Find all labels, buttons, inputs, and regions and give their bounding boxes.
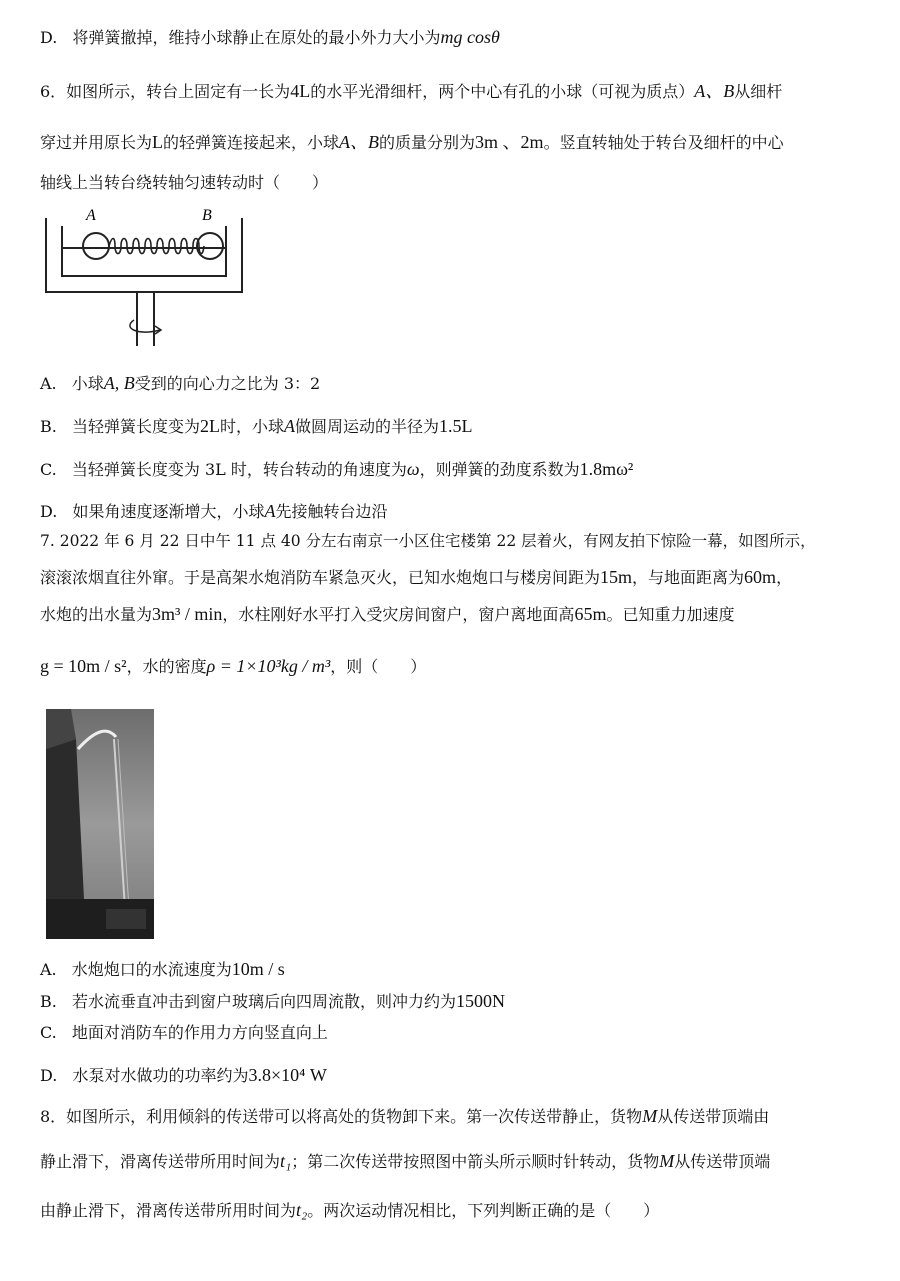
text: 穿过并用原长为 — [40, 133, 153, 152]
math: 2L — [199, 416, 220, 436]
ball-b — [197, 233, 223, 259]
math: 3.8×10⁴ W — [248, 1065, 327, 1085]
q6-option-a — [40, 372, 320, 395]
text: 的质量分别为 — [379, 133, 476, 152]
text: 。竖直转轴处于转台及细杆的中心 — [543, 133, 784, 152]
q6-stem-line-1 — [40, 80, 782, 103]
option-label: C. — [40, 1023, 57, 1042]
math: 1.5L — [438, 416, 473, 436]
text: 由静止滑下，滑离传送带所用时间为 — [40, 1201, 297, 1220]
text: ，与地面距离为 — [632, 568, 745, 587]
text: 小球 — [71, 374, 104, 393]
q8-stem-line-2 — [40, 1150, 770, 1173]
q7-option-d — [40, 1064, 327, 1087]
math: 1500N — [455, 991, 505, 1011]
q7-stem-line-4 — [40, 655, 426, 678]
text: 从传送带顶端 — [674, 1152, 771, 1171]
math: M — [659, 1151, 675, 1171]
text: 的水平光滑细杆，两个中心有孔的小球（可视为质点） — [310, 82, 695, 101]
turntable-figure — [42, 206, 252, 352]
text: 受到的向心力之比为 3：2 — [134, 374, 321, 393]
math: A — [283, 416, 295, 436]
label-a: A — [86, 207, 96, 224]
text: ，水柱刚好水平打入受灾房间窗户，窗户离地面高 — [222, 605, 575, 624]
text: 轴线上当转台绕转轴匀速转动时（ ） — [40, 173, 329, 192]
math: M — [642, 1106, 658, 1126]
math: 4L — [290, 81, 311, 101]
math: ω — [406, 459, 420, 479]
text: 。两次运动情况相比，下列判断正确的是（ ） — [307, 1201, 660, 1220]
text: ，水的密度 — [126, 657, 207, 676]
q7-stem-line-1: 7. 2022 年 6 月 22 日中午 11 点 40 分左右南京一小区住宅楼第 22 层着火，有网友拍下惊险一幕，如图所示， — [40, 532, 816, 550]
q7-stem-line-2 — [40, 566, 792, 589]
option-label: B. — [40, 417, 57, 436]
label-b: B — [202, 207, 212, 224]
formula: mg cosθ — [440, 27, 500, 47]
q6-option-b — [40, 415, 472, 438]
option-label: D. — [40, 502, 58, 521]
fire-truck-photo — [46, 709, 154, 939]
math: 15m — [600, 567, 633, 587]
text: 先接触转台边沿 — [275, 502, 388, 521]
text: ，则（ ） — [330, 657, 427, 676]
text: 地面对消防车的作用力方向竖直向上 — [71, 1023, 328, 1042]
text: 如果角速度逐渐增大，小球 — [72, 502, 265, 521]
math: A、B — [694, 81, 735, 101]
math: A、B — [339, 132, 380, 152]
text: 的轻弹簧连接起来，小球 — [163, 133, 340, 152]
math: 1.8mω² — [579, 459, 634, 479]
q6-option-d — [40, 500, 387, 523]
text: ；第二次传送带按照图中箭头所示顺时针转动，货物 — [291, 1152, 660, 1171]
q7-option-c — [40, 1022, 328, 1044]
q7-stem-line-3 — [40, 603, 734, 626]
text: 做圆周运动的半径为 — [294, 417, 439, 436]
q6-stem-line-3 — [40, 172, 328, 194]
text: 从传送带顶端由 — [657, 1107, 770, 1126]
option-label: C. — [40, 460, 57, 479]
option-label: B. — [40, 992, 57, 1011]
text: 水炮的出水量为 — [40, 605, 153, 624]
text: 当轻弹簧长度变为 3L 时，转台转动的角速度为 — [71, 460, 407, 479]
q8-stem-line-1 — [40, 1105, 769, 1128]
option-text: 将弹簧撤掉，维持小球静止在原处的最小外力大小为 — [72, 28, 441, 47]
option-label: A. — [40, 960, 57, 979]
q5-option-d — [40, 26, 500, 49]
text: 若水流垂直冲击到窗户玻璃后向四周流散，则冲力约为 — [71, 992, 456, 1011]
text: 水炮炮口的水流速度为 — [71, 960, 232, 979]
text: 8．如图所示，利用倾斜的传送带可以将高处的货物卸下来。第一次传送带静止，货物 — [40, 1107, 643, 1126]
option-label: D. — [40, 1066, 58, 1085]
shaft — [137, 292, 154, 346]
math: 60m — [744, 567, 777, 587]
option-label: D. — [40, 28, 58, 47]
math: ρ = 1×10³kg / m³ — [206, 656, 331, 676]
math: A — [264, 501, 276, 521]
q6-stem-line-2 — [40, 131, 784, 154]
text: ， — [776, 568, 793, 587]
q7-option-b — [40, 990, 505, 1013]
math: L — [152, 132, 164, 152]
text: ，则弹簧的劲度系数为 — [419, 460, 580, 479]
q8-stem-line-3 — [40, 1199, 659, 1222]
q6-option-c — [40, 458, 633, 481]
text: 时，小球 — [219, 417, 284, 436]
text: 从细杆 — [734, 82, 783, 101]
math: t₂ — [296, 1200, 308, 1220]
q7-option-a — [40, 958, 285, 981]
turntable-outer-wall — [46, 218, 242, 292]
ball-a — [83, 233, 109, 259]
option-label: A. — [40, 374, 57, 393]
spring — [109, 239, 204, 254]
math: 10m / s — [231, 959, 285, 979]
math: g = 10m / s² — [40, 656, 127, 676]
text: 滚滚浓烟直往外窜。于是高架水炮消防车紧急灭火，已知水炮炮口与楼房间距为 — [40, 568, 601, 587]
text: 静止滑下，滑离传送带所用时间为 — [40, 1152, 281, 1171]
text: 。已知重力加速度 — [606, 605, 735, 624]
math: A, B — [103, 373, 135, 393]
text: 水泵对水做功的功率约为 — [72, 1066, 249, 1085]
math: 3m 、2m — [475, 132, 544, 152]
text: 当轻弹簧长度变为 — [71, 417, 200, 436]
text: 6．如图所示，转台上固定有一长为 — [40, 82, 291, 101]
math: 3m³ / min — [152, 604, 223, 624]
math: t₁ — [280, 1151, 292, 1171]
math: 65m — [574, 604, 607, 624]
